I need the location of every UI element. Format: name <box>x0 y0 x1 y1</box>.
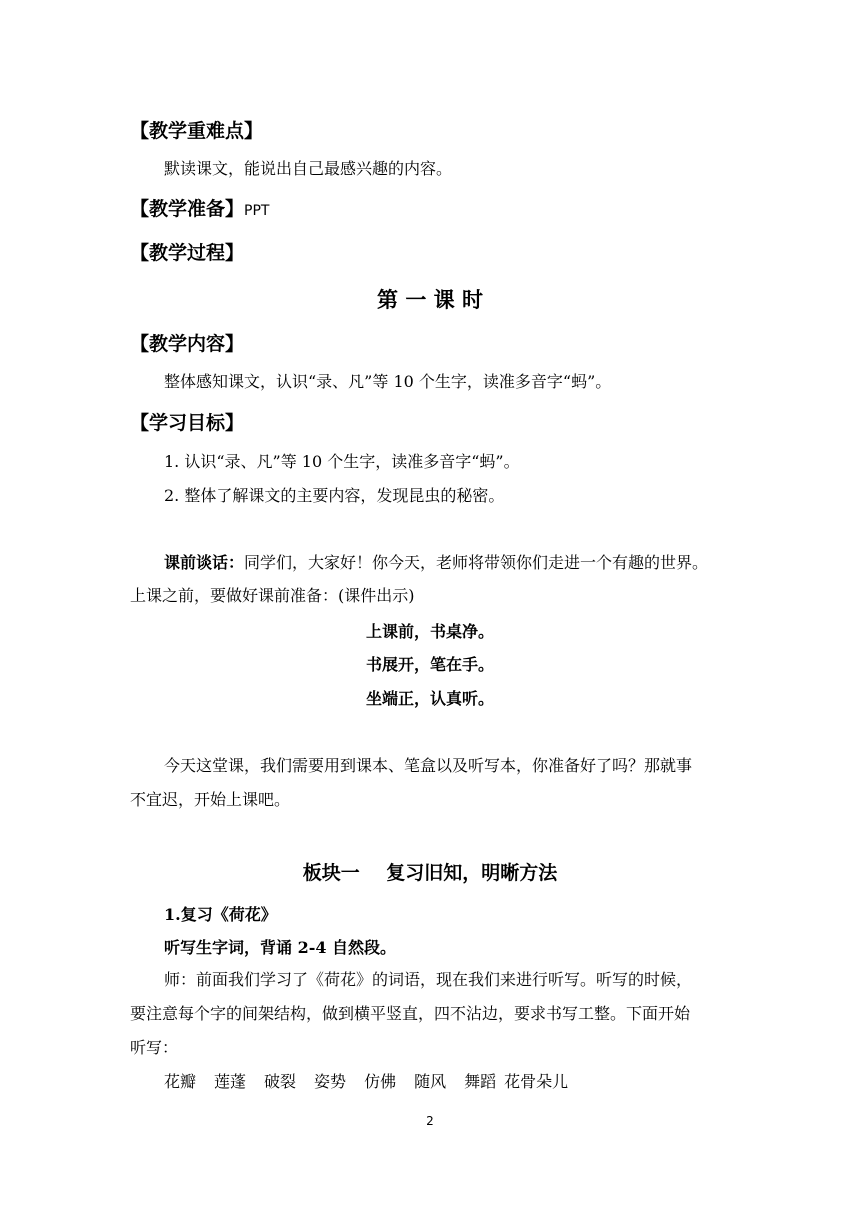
word-list <box>164 1069 586 1092</box>
word-item: 姿势 <box>314 1072 347 1091</box>
content-text: 整体感知课文，认识“录、凡”等 10 个生字，读准多音字“蚂”。 <box>164 372 612 391</box>
goals-heading: 【学习目标】 <box>130 412 245 434</box>
review-heading: 1.复习《荷花》 <box>164 905 277 924</box>
difficulty-text: 默读课文，能说出自己最感兴趣的内容。 <box>164 159 453 178</box>
prep-heading: 【教学准备】 <box>130 198 245 220</box>
pre-talk-line <box>164 550 708 573</box>
word-item: 花瓣 <box>164 1072 197 1091</box>
word-item: 随风 <box>414 1072 447 1091</box>
prep-line <box>130 194 269 221</box>
word-item: 仿佛 <box>364 1072 397 1091</box>
review-subheading: 听写生字词，背诵 2-4 自然段。 <box>164 938 397 957</box>
page-number: 2 <box>426 1114 434 1128</box>
difficulty-heading: 【教学重难点】 <box>130 120 264 142</box>
content-heading: 【教学内容】 <box>130 333 245 355</box>
rule-line: 上课前，书桌净。 <box>365 622 494 641</box>
word-item: 破裂 <box>264 1072 297 1091</box>
intro-line1: 今天这堂课，我们需要用到课本、笔盒以及听写本，你准备好了吗？那就事 <box>164 756 693 775</box>
teacher-line2: 要注意每个字的间架结构，做到横平竖直，四不沾边，要求书写工整。下面开始 <box>130 1004 691 1023</box>
goal-item: 1. 认识“录、凡”等 10 个生字，读准多音字“蚂”。 <box>164 452 520 471</box>
process-heading: 【教学过程】 <box>130 242 245 264</box>
pre-talk-text: 同学们，大家好！你今天，老师将带领你们走进一个有趣的世界。 <box>244 553 709 572</box>
goal-item: 2. 整体了解课文的主要内容，发现昆虫的秘密。 <box>164 486 505 505</box>
word-item: 舞蹈 <box>464 1072 497 1091</box>
pre-talk-label: 课前谈话： <box>164 553 245 572</box>
section-title: 板块一 复习旧知，明晰方法 <box>302 862 558 884</box>
word-item: 花骨朵儿 <box>504 1072 569 1091</box>
word-item: 莲蓬 <box>214 1072 247 1091</box>
rule-line: 坐端正，认真听。 <box>365 689 494 708</box>
pre-talk-line2: 上课之前，要做好课前准备：(课件出示) <box>130 586 415 605</box>
rule-line: 书展开，笔在手。 <box>365 655 494 674</box>
teacher-line3: 听写： <box>130 1038 179 1057</box>
prep-value: PPT <box>244 203 270 219</box>
intro-line2: 不宜迟，开始上课吧。 <box>130 790 291 809</box>
lesson-title: 第 一 课 时 <box>377 287 483 312</box>
teacher-line1: 师：前面我们学习了《荷花》的词语，现在我们来进行听写。听写的时候， <box>164 970 693 989</box>
